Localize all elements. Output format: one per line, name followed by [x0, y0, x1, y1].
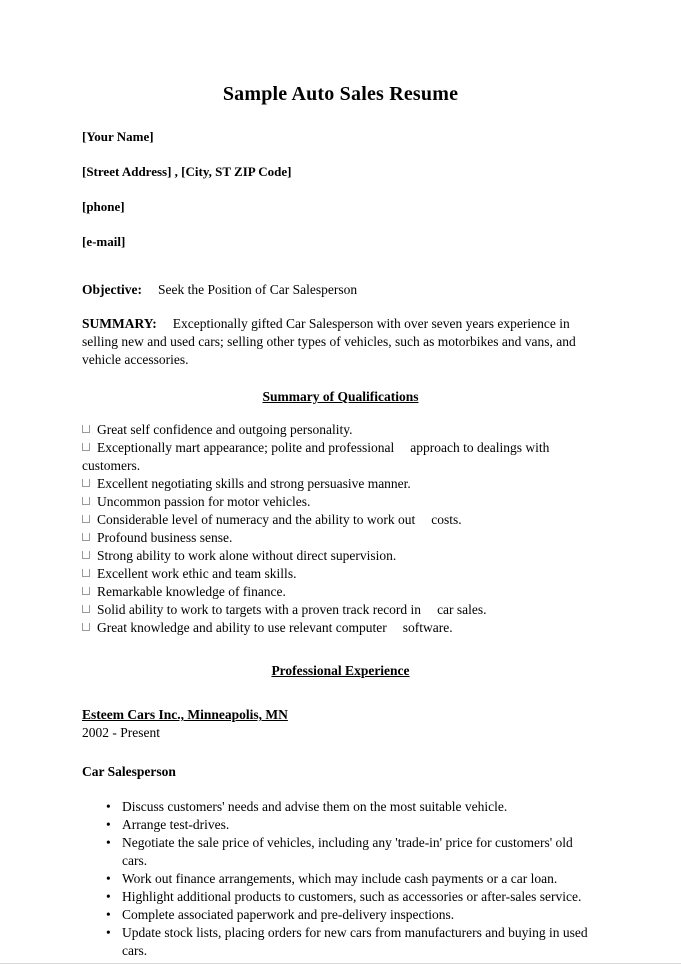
list-item-text: Negotiate the sale price of vehicles, including any 'trade-in' price for customers' old cars. [122, 834, 573, 868]
list-item [82, 511, 599, 529]
list-item [82, 601, 599, 619]
bullet-icon: • [106, 870, 111, 886]
list-item [82, 493, 599, 511]
bullet-icon: • [106, 924, 111, 940]
box-bullet-icon [82, 515, 90, 523]
list-item-text: Complete associated paperwork and pre-delivery inspections. [122, 906, 455, 922]
list-item-text-cont: costs. [431, 511, 462, 527]
box-bullet-icon [82, 623, 90, 631]
list-item-text-cont: approach to dealings with customers. [82, 439, 550, 473]
bullet-icon: • [106, 816, 111, 832]
contact-phone: [phone] [82, 198, 125, 214]
list-item-text: Highlight additional products to customers, such as accessories or after-sales service. [122, 888, 582, 904]
summary-text: Exceptionally gifted Car Salesperson with over seven years experience in selling new and used cars; selling other types of vehicles, such as motorbikes and vans, and vehicle accessories. [82, 316, 576, 367]
employment-dates: 2002 - Present [82, 724, 160, 740]
list-item [82, 583, 599, 601]
box-bullet-icon [82, 605, 90, 613]
list-item [82, 924, 599, 960]
list-item-text: Solid ability to work to targets with a proven track record in [97, 601, 422, 617]
box-bullet-icon [82, 533, 90, 541]
bullet-icon: • [106, 798, 111, 814]
list-item [82, 439, 599, 475]
list-item-text: Great self confidence and outgoing personality. [97, 421, 353, 437]
experience-heading: Professional Experience [271, 663, 410, 678]
qualifications-list [82, 421, 599, 637]
box-bullet-icon [82, 551, 90, 559]
list-item-text: Update stock lists, placing orders for new cars from manufacturers and buying in used cars. [122, 924, 588, 958]
bullet-icon: • [106, 888, 111, 904]
list-item [82, 619, 599, 637]
list-item [82, 834, 599, 870]
qualifications-heading: Summary of Qualifications [262, 388, 419, 404]
list-item [82, 798, 599, 816]
list-item-text: Excellent work ethic and team skills. [97, 565, 297, 581]
employer-name: Esteem Cars Inc., Minneapolis, MN [82, 707, 288, 722]
list-item-text: Discuss customers' needs and advise them on the most suitable vehicle. [122, 798, 508, 814]
resume-content [82, 0, 599, 960]
list-item-text: Strong ability to work alone without direct supervision. [97, 547, 397, 563]
list-item [82, 421, 599, 439]
list-item [82, 870, 599, 888]
list-item-text: Remarkable knowledge of finance. [97, 583, 286, 599]
list-item [82, 475, 599, 493]
summary-label: SUMMARY: [82, 316, 157, 332]
box-bullet-icon [82, 479, 90, 487]
list-item-text: Considerable level of numeracy and the ability to work out [97, 511, 416, 527]
objective-section [82, 281, 599, 299]
list-item-text: Exceptionally mart appearance; polite and professional [97, 439, 395, 455]
job-title: Car Salesperson [82, 764, 176, 780]
objective-text: Seek the Position of Car Salesperson [157, 281, 358, 297]
list-item-text-cont: software. [402, 619, 453, 635]
page-title: Sample Auto Sales Resume [222, 83, 459, 105]
bullet-icon: • [106, 906, 111, 922]
box-bullet-icon [82, 443, 90, 451]
box-bullet-icon [82, 587, 90, 595]
list-item [82, 906, 599, 924]
list-item-text: Profound business sense. [97, 529, 233, 545]
contact-address: [Street Address] , [City, ST ZIP Code] [82, 163, 292, 179]
box-bullet-icon [82, 569, 90, 577]
list-item [82, 565, 599, 583]
list-item [82, 816, 599, 834]
list-item-text: Uncommon passion for motor vehicles. [97, 493, 311, 509]
list-item-text: Great knowledge and ability to use relevant computer [97, 619, 387, 635]
duties-list [82, 798, 599, 960]
box-bullet-icon [82, 425, 90, 433]
list-item [82, 888, 599, 906]
bullet-icon: • [106, 834, 111, 850]
contact-email: [e-mail] [82, 233, 126, 249]
list-item-text: Excellent negotiating skills and strong persuasive manner. [97, 475, 411, 491]
contact-name: [Your Name] [82, 129, 154, 144]
summary-section [82, 315, 599, 368]
box-bullet-icon [82, 497, 90, 505]
objective-label: Objective: [82, 281, 142, 297]
contact-block [82, 129, 599, 251]
list-item-text: Work out finance arrangements, which may include cash payments or a car loan. [122, 870, 558, 886]
list-item [82, 529, 599, 547]
list-item-text-cont: car sales. [437, 601, 487, 617]
list-item-text: Arrange test-drives. [122, 816, 230, 832]
list-item [82, 547, 599, 565]
